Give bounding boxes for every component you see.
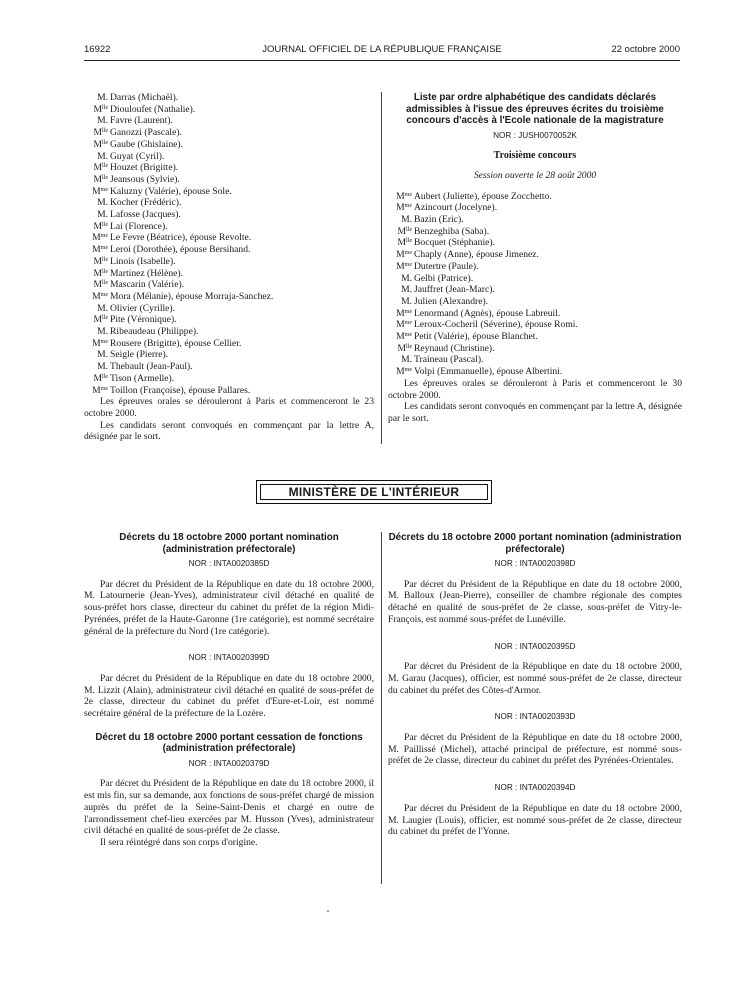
civility: M. (97, 92, 108, 103)
candidate-name: Bazin (Eric). (414, 214, 464, 226)
candidate-entry (388, 354, 682, 366)
decree-text: Par décret du Président de la République en date du 18 octobre 2000, M. Garau (Jacques), officier, est nommé sous-préfet de 2e classe, directeur du cabinet du préfet des Côtes-d'Armor. (388, 661, 682, 696)
nor-reference: NOR : INTA0020385D (188, 559, 270, 568)
candidate-entry (84, 338, 374, 350)
civility: $M^{me}$ (396, 307, 412, 319)
civility: M. (401, 272, 412, 284)
candidate-entry (388, 237, 682, 249)
candidate-entry (84, 197, 374, 209)
candidate-name: Benzeghiba (Saba). (414, 225, 490, 237)
candidate-name: Kocher (Frédéric). (110, 197, 182, 209)
candidate-entry (84, 92, 374, 104)
candidate-entry (84, 349, 374, 361)
civility: $M^{lle}$ (93, 279, 108, 291)
civility: $M^{me}$ (396, 260, 412, 272)
candidate-entry (84, 221, 374, 233)
civility: $M^{lle}$ (93, 220, 108, 232)
candidate-entry (84, 127, 374, 139)
civility: $M^{lle}$ (93, 103, 108, 115)
civility: M. (97, 349, 108, 361)
candidate-name: Azincourt (Jocelyne). (414, 202, 498, 214)
candidate-entry (84, 151, 374, 163)
civility: M. (401, 214, 412, 226)
left-bottom-column (84, 532, 374, 849)
civility: M. (97, 197, 108, 209)
candidate-name: Rousere (Brigitte), épouse Cellier. (110, 337, 242, 349)
candidate-name: Olivier (Cyrille). (110, 302, 176, 314)
civility: $M^{me}$ (396, 202, 412, 214)
civility: $M^{me}$ (92, 337, 108, 349)
candidate-name: Tison (Armelle). (110, 372, 175, 384)
civility: $M^{me}$ (92, 185, 108, 197)
decree-title: Décret du 18 octobre 2000 portant cessation de fonctions (administration préfectorale) (95, 731, 363, 755)
candidate-name: Julien (Alexandre). (414, 295, 489, 307)
civility: $M^{lle}$ (397, 237, 412, 249)
decree-title: Décrets du 18 octobre 2000 portant nomination (administration préfectorale) (119, 532, 339, 555)
candidate-entry (388, 319, 682, 331)
convocation-notice: Les candidats seront convoqués en commençant par la lettre A, désignée par le sort. (84, 419, 374, 443)
candidate-name: Kaluzny (Valérie), épouse Sole. (110, 185, 232, 197)
candidate-entry (84, 303, 374, 315)
candidate-name: Bocquet (Stéphanie). (414, 237, 495, 249)
candidate-entry (388, 366, 682, 378)
candidate-entry (84, 326, 374, 338)
candidate-name: Chaply (Anne), épouse Jimenez. (414, 249, 539, 261)
nor-reference: NOR : INTA0020394D (494, 783, 576, 793)
civility: $M^{lle}$ (397, 225, 412, 237)
decree-text: Par décret du Président de la République en date du 18 octobre 2000, M. Lizzit (Alain), administrateur civil détaché en qualité de sous-préfet de 2e classe, directeur du cabinet du préfet d'Eure-et-Loir, est nommé secrétaire général de la préfecture de la Lozère. (84, 672, 374, 720)
civility: M. (97, 115, 108, 127)
candidate-entry (388, 331, 682, 343)
page-header (84, 44, 680, 60)
candidate-entry (84, 104, 374, 116)
civility: M. (401, 354, 412, 366)
candidate-name: Gelbi (Patrice). (414, 272, 474, 284)
decree-title: Décrets du 18 octobre 2000 portant nomination (administration préfectorale) (388, 532, 682, 555)
right-bottom-column (388, 532, 682, 838)
civility: M. (401, 295, 412, 307)
civility: M. (97, 150, 108, 162)
candidate-entry (84, 291, 374, 303)
civility: M. (97, 209, 108, 221)
nor-reference: NOR : JUSH0070052K (493, 130, 577, 140)
candidate-name: Diouloufet (Nathalie). (110, 103, 196, 115)
candidate-name: Reynaud (Christine). (414, 342, 495, 354)
session-line: Session ouverte le 28 août 2000 (473, 169, 597, 181)
civility: $M^{me}$ (92, 290, 108, 302)
candidate-name: Martinez (Hélène). (110, 267, 183, 279)
candidate-name: Lafosse (Jacques). (110, 209, 181, 221)
column-divider-bottom (381, 532, 382, 884)
nor-reference: NOR : INTA0020393D (494, 712, 576, 722)
candidate-name: Jauffret (Jean-Marc). (414, 284, 495, 296)
civility: $M^{me}$ (396, 249, 412, 261)
candidate-entry (84, 139, 374, 151)
candidate-entry (84, 186, 374, 198)
civility: $M^{lle}$ (93, 372, 108, 384)
civility: M. (97, 302, 108, 314)
decree-text: Il sera réintégré dans son corps d'origine. (100, 836, 258, 848)
candidate-list-right (388, 191, 682, 378)
candidate-name: Favre (Laurent). (110, 115, 173, 127)
civility: $M^{me}$ (92, 232, 108, 244)
ministry-heading-box (256, 480, 492, 504)
nor-reference: NOR : INTA0020399D (188, 653, 270, 663)
candidate-entry (388, 343, 682, 355)
candidate-entry (388, 273, 682, 285)
concours-subtitle: Troisième concours (493, 150, 577, 162)
civility: $M^{lle}$ (93, 173, 108, 185)
candidate-name: Toillon (Françoise), épouse Pallares. (110, 384, 251, 396)
candidate-name: Le Fevre (Béatrice), épouse Revolte. (110, 232, 252, 244)
candidate-entry (84, 361, 374, 373)
civility: $M^{me}$ (92, 244, 108, 256)
decree-text: Par décret du Président de la République en date du 18 octobre 2000, M. Laugier (Louis), officier, est nommé sous-préfet de 2e classe, directeur du cabinet du préfet de l'Yonne. (388, 802, 682, 838)
candidate-entry (388, 191, 682, 203)
candidate-entry (84, 115, 374, 127)
candidate-entry (388, 261, 682, 273)
ministry-heading: MINISTÈRE DE L'INTÉRIEUR (260, 484, 488, 500)
candidate-name: Houzet (Brigitte). (110, 162, 179, 174)
civility: $M^{lle}$ (93, 162, 108, 174)
candidate-name: Jeansous (Sylvie). (110, 173, 180, 185)
page-number: 16922 (84, 44, 111, 55)
candidate-name: Gaube (Ghislaine). (110, 138, 183, 150)
civility: $M^{lle}$ (93, 255, 108, 267)
civility: $M^{me}$ (396, 319, 412, 331)
civility: $M^{lle}$ (93, 267, 108, 279)
candidate-entry (388, 214, 682, 226)
candidate-name: Leroux-Cocheril (Séverine), épouse Romi. (414, 319, 578, 331)
civility: M. (97, 361, 108, 373)
candidate-entry (84, 209, 374, 221)
candidate-entry (84, 232, 374, 244)
candidate-name: Seigle (Pierre). (110, 349, 169, 361)
right-top-column (388, 92, 682, 425)
oral-exam-notice: Les épreuves orales se dérouleront à Paris et commenceront le 23 octobre 2000. (84, 396, 374, 419)
candidate-name: Lenormand (Agnès), épouse Labreuil. (414, 307, 561, 319)
candidate-name: Leroi (Dorothée), épouse Bersihand. (110, 244, 251, 256)
column-divider-top (381, 92, 382, 444)
nor-reference: NOR : INTA0020398D (494, 559, 576, 568)
candidate-name: Thebault (Jean-Paul). (110, 361, 193, 373)
decree-text: Par décret du Président de la République en date du 18 octobre 2000, il est mis fin, sur sa demande, aux fonctions de sous-préfet chargé de mission auprès du préfet de la Seine-Saint-Denis et chargé en outre de l'arrondissement chef-lieu exercées par M. Husson (Yves), administrateur civil détaché en qualité de sous-préfet de 2e classe. (84, 778, 374, 837)
candidate-name: Mascarin (Valérie). (110, 279, 185, 291)
candidate-name: Volpi (Emmanuelle), épouse Albertini. (414, 366, 563, 378)
civility: $M^{lle}$ (93, 138, 108, 150)
candidate-name: Darras (Michaël). (110, 92, 179, 103)
candidate-entry (84, 162, 374, 174)
candidate-name: Dutertre (Paule). (414, 260, 479, 272)
civility: $M^{me}$ (396, 190, 412, 202)
candidate-entry (84, 268, 374, 280)
civility: M. (401, 284, 412, 296)
journal-title: JOURNAL OFFICIEL DE LA RÉPUBLIQUE FRANÇAISE (262, 44, 502, 55)
decree-text: Par décret du Président de la République en date du 18 octobre 2000, M. Paillissé (Michel), attaché principal de préfecture, est nommé sous-préfet de 2e classe, directeur du cabinet du préfet des Pyrénées-Orientales. (388, 732, 682, 767)
candidate-entry (388, 226, 682, 238)
header-rule (84, 60, 680, 61)
civility: M. (97, 326, 108, 338)
candidate-entry (388, 284, 682, 296)
candidate-name: Linois (Isabelle). (110, 255, 176, 267)
candidate-name: Mora (Mélanie), épouse Morraja-Sanchez. (110, 290, 274, 302)
candidate-name: Guyat (Cyril). (110, 150, 165, 162)
candidate-entry (84, 244, 374, 256)
page-mark (327, 910, 329, 912)
oral-exam-notice: Les épreuves orales se dérouleront à Paris et commenceront le 30 octobre 2000. (388, 377, 682, 401)
civility: $M^{lle}$ (93, 314, 108, 326)
civility: $M^{me}$ (92, 384, 108, 396)
candidate-name: Pite (Véronique). (110, 314, 177, 326)
candidate-name: Petit (Valérie), épouse Blanchet. (414, 331, 538, 343)
candidate-name: Lai (Florence). (110, 220, 168, 232)
candidate-entry (84, 256, 374, 268)
candidate-entry (84, 314, 374, 326)
candidate-entry (84, 174, 374, 186)
candidate-name: Ganozzi (Pascale). (110, 127, 182, 139)
issue-date: 22 octobre 2000 (611, 44, 680, 55)
decree-text: Par décret du Président de la République en date du 18 octobre 2000, M. Balloux (Jean-Pierre), conseiller de chambre régionale des comptes détaché en qualité de sous-préfet de 2e classe, sous-préfet de Vitry-le-François, est nommé sous-préfet de Lunéville. (388, 578, 682, 625)
candidate-entry (84, 279, 374, 291)
candidate-entry (388, 308, 682, 320)
candidate-entry (388, 249, 682, 261)
convocation-notice: Les candidats seront convoqués en commençant par la lettre A, désignée par le sort. (388, 401, 682, 424)
civility: $M^{me}$ (396, 366, 412, 378)
list-title: Liste par ordre alphabétique des candidats déclarés admissibles à l'issue des épreuves écrites du troisième concours d'accès à l'Ecole nationale de la magistrature (406, 92, 664, 126)
candidate-list-left (84, 92, 374, 396)
candidate-name: Traineau (Pascal). (414, 354, 484, 366)
decree-text: Par décret du Président de la République en date du 18 octobre 2000, M. Latournerie (Jean-Yves), administrateur civil détaché en qualité de sous-préfet hors classe, directeur du cabinet du préfet de la région Midi-Pyrénées, préfet de la Haute-Garonne (1re catégorie), est nommé secrétaire général de la préfecture du Nord (1re catégorie). (84, 578, 374, 637)
candidate-entry (84, 373, 374, 385)
left-top-column (84, 92, 374, 443)
nor-reference: NOR : INTA0020395D (494, 641, 576, 651)
candidate-entry (388, 202, 682, 214)
civility: $M^{me}$ (396, 331, 412, 343)
candidate-entry (388, 296, 682, 308)
civility: $M^{lle}$ (397, 342, 412, 354)
civility: $M^{lle}$ (93, 127, 108, 139)
candidate-entry (84, 385, 374, 397)
candidate-name: Aubert (Juliette), épouse Zocchetto. (414, 190, 552, 202)
candidate-name: Ribeaudeau (Philippe). (110, 326, 199, 338)
nor-reference: NOR : INTA0020379D (188, 758, 270, 768)
